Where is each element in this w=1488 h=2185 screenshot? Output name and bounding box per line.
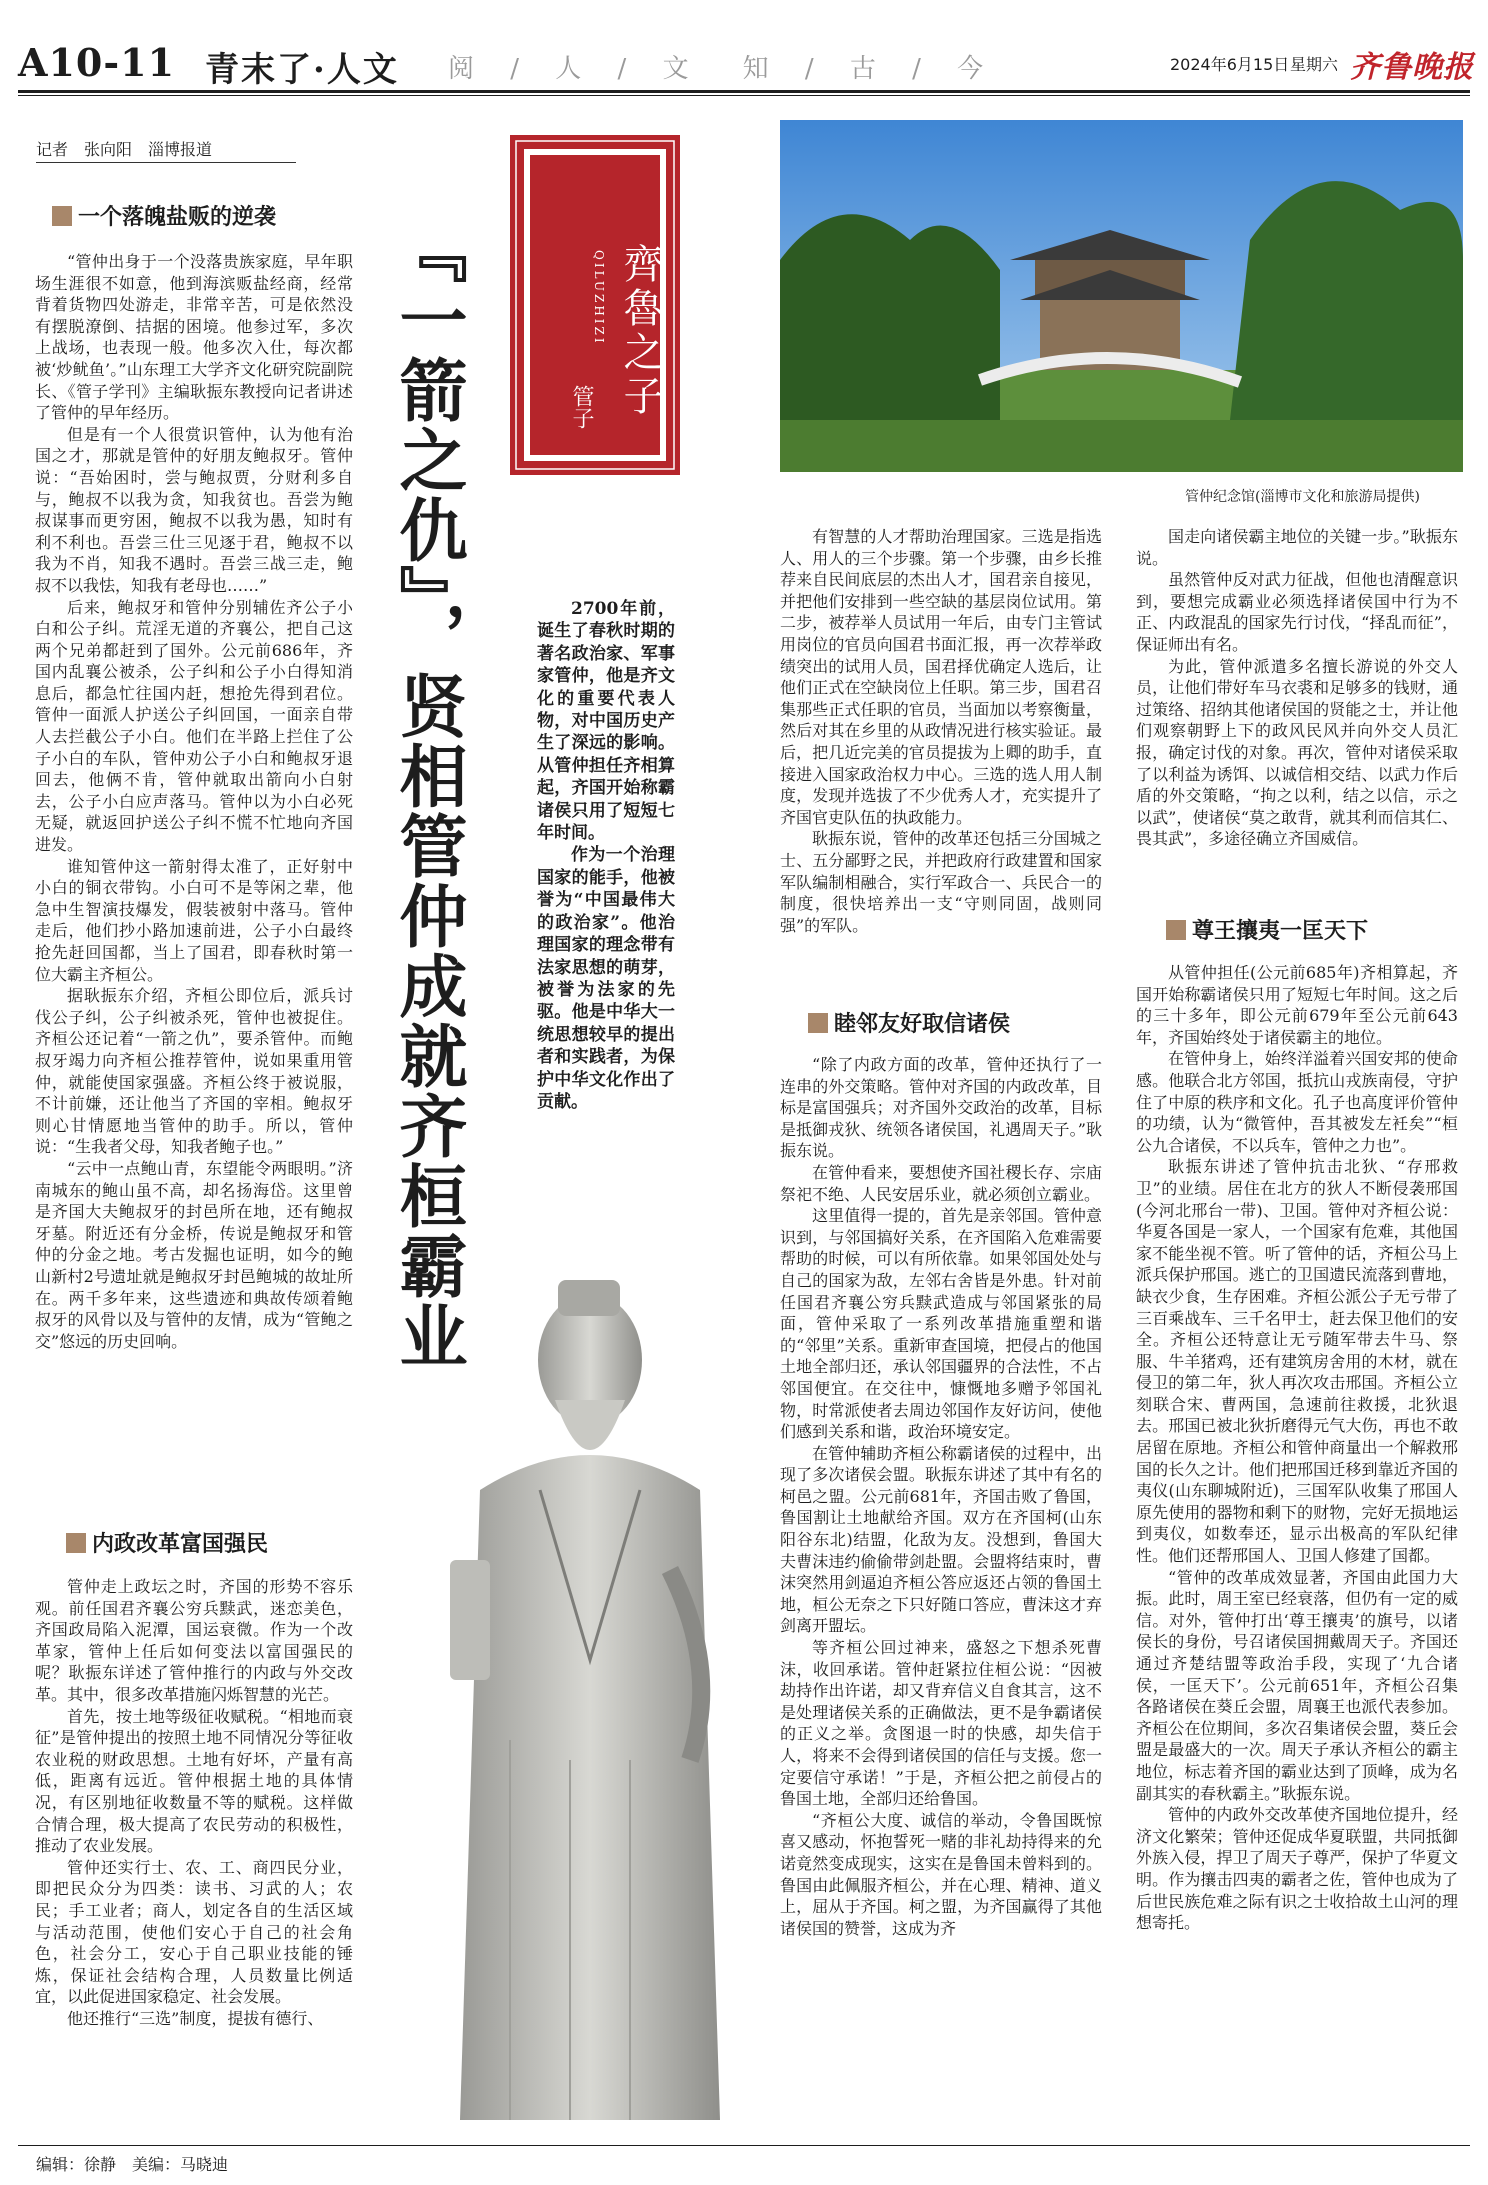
section-title: 青末了·人文 bbox=[205, 50, 399, 90]
square-bullet-icon bbox=[808, 1013, 828, 1033]
paragraph: 首先，按土地等级征收赋税。“相地而衰征”是管仲提出的按照土地不同情况分等征收农业税的财政思想。土地有好坏，产量有高低，距离有远近。管仲根据土地的具体情况，有区别地征收数量不等的赋税。这样做合情合理，极大提高了农民劳动的积极性，推动了农业发展。 bbox=[35, 1706, 353, 1856]
paragraph: 2700年前，诞生了春秋时期的著名政治家、军事家管仲，他是齐文化的重要代表人物，对中国历史产生了深远的影响。从管仲担任齐相算起，齐国开始称霸诸侯只用了短短七年时间。 bbox=[537, 599, 675, 844]
paragraph: 有智慧的人才帮助治理国家。三选是指选人、用人的三个步骤。第一个步骤，由乡长推荐来自民间底层的杰出人才，国君亲自接见，并把他们安排到一些空缺的基层岗位试用。第二步，被荐举人员试用一年后，由专门主管试用岗位的官员向国君书面汇报，再一次荐举政绩突出的试用人员，国君择优确定人选后，让他们正式在空缺岗位上任职。第三步，国君召集那些正式任职的官员，当面加以考察衡量，然后对其在乡里的从政情况进行核实验证。最后，把几近完美的官员提拔为上卿的助手，直接进入国家政治权力中心。三选的选人用人制度，发现并选拔了不少优秀人才，充实提升了齐国官吏队伍的执政能力。 bbox=[780, 527, 1102, 827]
paragraph: 管仲的内政外交改革使齐国地位提升，经济文化繁荣；管仲还促成华夏联盟，共同抵御外族入侵，捍卫了周天子尊严，保护了华夏文明。作为攘击四夷的霸者之佐，管仲也成为了后世民族危难之际有识之士收拾故土山河的理想寄托。 bbox=[1136, 1805, 1458, 1933]
paragraph: 耿振东说，管仲的改革还包括三分国城之士、五分鄙野之民，并把政府行政建置和国家军队编制相融合，实行军政合一、兵民合一的制度，很快培养出一支“守则同固，战则同强”的军队。 bbox=[780, 829, 1102, 935]
paragraph: 后来，鲍叔牙和管仲分别辅佐齐公子小白和公子纠。荒淫无道的齐襄公，把自己这两个兄弟都赶到了国外。公元前686年，齐国内乱襄公被杀，公子纠和公子小白得知消息后，都急忙往国内赶，想抢先得到君位。管仲一面派人护送公子纠回国，一面亲自带人去拦截公子小白。他们在半路上拦住了公子小白的车队，管仲劝公子小白和鲍叔牙退回去，他俩不肯，管仲就取出箭向小白射去，公子小白应声落马。管仲以为小白必死无疑，就返回护送公子纠不慌不忙地向齐国进发。 bbox=[35, 597, 353, 855]
square-bullet-icon bbox=[52, 206, 72, 226]
paragraph: 在管仲辅助齐桓公称霸诸侯的过程中，出现了多次诸侯会盟。耿振东讲述了其中有名的柯邑之盟。公元前681年，齐国击败了鲁国，鲁国割让土地献给齐国。双方在齐国柯(山东阳谷东北)结盟，化敌为友。没想到，鲁国大夫曹沫违约偷偷带剑赴盟。会盟将结束时，曹沫突然用剑逼迫齐桓公答应返还占领的鲁国土地，桓公无奈之下只好随口答应，曹沫这才弃剑离开盟坛。 bbox=[780, 1443, 1102, 1636]
issue-date: 2024年6月15日 bbox=[1170, 55, 1290, 74]
paragraph: 从管仲担任(公元前685年)齐相算起，齐国开始称霸诸侯只用了短短七年时间。这之后的三十多年，即公元前679年至公元前643年，齐国始终处于诸侯霸主的地位。 bbox=[1136, 963, 1458, 1047]
subheading-respect-king: 尊王攘夷一匡天下 bbox=[1166, 917, 1368, 945]
header-rule-thin bbox=[18, 95, 1470, 96]
paragraph: 在管仲看来，要想使齐国社稷长存、宗庙祭祀不绝、人民安居乐业，就必须创立霸业。 bbox=[780, 1162, 1102, 1204]
paragraph: 等齐桓公回过神来，盛怒之下想杀死曹沫，收回承诺。管仲赶紧拉住桓公说：“因被劫持作出许诺，却又背弃信义自食其言，这不是处理诸侯关系的正确做法，更不是争霸诸侯的正义之举。贪图退一时的快感，却失信于人，将来不会得到诸侯国的信任与支援。您一定要信守承诺！”于是，齐桓公把之前侵占的鲁国土地，全部归还给鲁国。 bbox=[780, 1638, 1102, 1809]
subheading-domestic-reform: 内政改革富国强民 bbox=[66, 1530, 268, 1558]
square-bullet-icon bbox=[66, 1533, 86, 1553]
header-rule bbox=[18, 90, 1470, 93]
section-motto: 阅 / 人 / 文 知 / 古 / 今 bbox=[448, 54, 998, 84]
seal-title: 齊魯之子 bbox=[617, 243, 663, 419]
square-bullet-icon bbox=[1166, 920, 1186, 940]
column-3-part-1 bbox=[780, 526, 1102, 936]
subheading-neighbors: 睦邻友好取信诸侯 bbox=[808, 1010, 1010, 1038]
paragraph: 但是有一个人很赏识管仲，认为他有治国之才，那就是管仲的好朋友鲍叔牙。管仲说：“吾始困时，尝与鲍叔贾，分财利多自与，鲍叔不以我为贪，知我贫也。吾尝为鲍叔谋事而更穷困，鲍叔不以我为愚，知时有利不利也。吾尝三仕三见逐于君，鲍叔不以我为不肖，知我不遇时。吾尝三战三走，鲍叔不以我怯，知我有老母也……” bbox=[35, 424, 353, 595]
page-number: A10-11 bbox=[18, 40, 176, 85]
column-1-part-2 bbox=[35, 1576, 353, 2029]
seal-pinyin: QILUZHIZI bbox=[592, 250, 606, 346]
column-3-part-2 bbox=[780, 1054, 1102, 1939]
paragraph: 他还推行“三选”制度，提拔有德行、 bbox=[67, 2008, 324, 2028]
paragraph: 虽然管仲反对武力征战，但他也清醒意识到，要想完成霸业必须选择诸侯国中行为不正、内政混乱的国家先行讨伐，“择乱而征”，保证师出有名。 bbox=[1136, 570, 1458, 654]
paragraph: 耿振东讲述了管仲抗击北狄、“存邢救卫”的业绩。居住在北方的狄人不断侵袭邢国(今河北邢台一带)、卫国。管仲对齐桓公说：华夏各国是一家人，一个国家有危难，其他国家不能坐视不管。听了管仲的话，齐桓公马上派兵保护邢国。逃亡的卫国遗民流落到曹地，缺衣少食，生存困难。齐桓公派公子无亏带了三百乘战车、三千名甲士，赶去保卫他们的安全。齐桓公还特意让无亏随军带去牛马、祭服、牛羊猪鸡，还有建筑房舍用的木材，就在侵卫的第二年，狄人再次攻击邢国。齐桓公立刻联合宋、曹两国，急速前往救援，北狄退去。邢国已被北狄折磨得元气大伤，再也不敢居留在原地。齐桓公和管仲商量出一个解救邢国的长久之计。他们把邢国迁移到靠近齐国的夷仪(山东聊城附近)，三国军队收集了邢国人原先使用的器物和剩下的财物，完好无损地运到夷仪，如数奉还，显示出极高的军队纪律性。他们还帮邢国人、卫国人修建了国都。 bbox=[1136, 1157, 1458, 1566]
column-1-part-1 bbox=[35, 251, 353, 1352]
paragraph: “齐桓公大度、诚信的举动，令鲁国既惊喜又感动，怀抱誓死一赌的非礼劫持得来的允诺竟然变成现实，这实在是鲁国未曾料到的。鲁国由此佩服齐桓公，并在心理、精神、道义上，屈从于齐国。柯之盟，为齐国赢得了其他诸侯国的赞誉，这成为齐 bbox=[780, 1810, 1102, 1938]
column-4-part-2 bbox=[1136, 962, 1458, 1934]
paragraph: 在管仲身上，始终洋溢着兴国安邦的使命感。他联合北方邻国，抵抗山戎族南侵，守护住了中原的秩序和文化。孔子也高度评价管仲的功绩，认为“微管仲，吾其被发左衽矣”“桓公九合诸侯，不以兵车，管仲之力也”。 bbox=[1136, 1049, 1458, 1155]
paragraph: 这里值得一提的，首先是亲邻国。管仲意识到，与邻国搞好关系，在齐国陷入危难需要帮助的时候，可以有所依靠。如果邻国处处与自己的国家为敌，左邻右舍皆是外患。针对前任国君齐襄公穷兵黩武造成与邻国紧张的局面，管仲采取了一系列改革措施重塑和谐的“邻里”关系。重新审查国境，把侵占的他国土地全部归还，承认邻国疆界的合法性，不占邻国便宜。在交往中，慷慨地多赠予邻国礼物，时常派使者去周边邻国作友好访问，使他们感到关系和谐，政治环境安定。 bbox=[780, 1206, 1102, 1442]
footer-rule bbox=[18, 2145, 1470, 2146]
headline: 『一箭之仇』，贤相管仲成就齐桓霸业 bbox=[388, 215, 468, 1371]
paragraph: 据耿振东介绍，齐桓公即位后，派兵讨伐公子纠，公子纠被杀死，管仲也被捉住。齐桓公还记着“一箭之仇”，要杀管仲。而鲍叔牙竭力向齐桓公推荐管仲，说如果重用管仲，就能使国家强盛。齐桓公终于被说服，不计前嫌，还让他当了齐国的宰相。鲍叔牙则心甘情愿地当管仲的助手。所以，管仲说：“生我者父母，知我者鲍子也。” bbox=[35, 986, 353, 1157]
paragraph: 国走向诸侯霸主地位的关键一步。”耿振东说。 bbox=[1136, 527, 1458, 568]
subheading-salt-seller: 一个落魄盐贩的逆袭 bbox=[52, 203, 276, 231]
intro-text bbox=[537, 598, 675, 1113]
editor-credit: 编辑：徐静 美编：马晓迪 bbox=[36, 2155, 229, 2174]
photo-caption: 管仲纪念馆(淄博市文化和旅游局提供) bbox=[1185, 489, 1420, 505]
paragraph: 作为一个治理国家的能手，他被誉为“中国最伟大的政治家”。他治理国家的理念带有法家思想的萌芽，被誉为法家的先驱。他是中华大一统思想较早的提出者和实践者，为保护中华文化作出了贡献。 bbox=[537, 845, 675, 1112]
paragraph: “管仲出身于一个没落贵族家庭，早年职场生涯很不如意，他到海滨贩盐经商，经常背着货物四处游走，非常辛苦，可是依然没有摆脱潦倒、拮据的困境。他参过军，多次上战场，也表现一般。他多次入仕，每次都被‘炒鱿鱼’。”山东理工大学齐文化研究院副院长、《管子学刊》主编耿振东教授向记者讲述了管仲的早年经历。 bbox=[35, 252, 353, 423]
issue-weekday: 星期六 bbox=[1290, 55, 1339, 74]
paragraph: 管仲还实行士、农、工、商四民分业，即把民众分为四类：读书、习武的人；农民；手工业者；商人，划定各自的生活区域与活动范围，使他们安心于自己的社会角色，社会分工，安心于自己职业技能的锤炼，保证社会结构合理，人员数量比例适宜，以此促进国家稳定、社会发展。 bbox=[35, 1857, 353, 2007]
column-4-part-1 bbox=[1136, 526, 1458, 850]
paragraph: “云中一点鲍山青，东望能令两眼明。”济南城东的鲍山虽不高，却名扬海岱。这里曾是齐国大夫鲍叔牙的封邑所在地，还有鲍叔牙墓。附近还有分金桥，传说是鲍叔牙和管仲的分金之地。考古发掘也证明，如今的鲍山新村2号遗址就是鲍叔牙封邑鲍城的故址所在。两千多年来，这些遗迹和典故传颂着鲍叔牙的风骨以及与管仲的友情，成为“管鲍之交”悠远的历史回响。 bbox=[35, 1158, 353, 1351]
guan-zhong-statue-icon bbox=[420, 1240, 750, 2130]
paragraph: “管仲的改革成效显著，齐国由此国力大振。此时，周王室已经衰落，但仍有一定的威信。对外，管仲打出‘尊王攘夷’的旗号，以诸侯长的身份，号召诸侯国拥戴周天子。齐国还通过齐楚结盟等政治手段，实现了‘九合诸侯，一匡天下’。公元前651年，齐桓公召集各路诸侯在葵丘会盟，周襄王也派代表参加。齐桓公在位期间，多次召集诸侯会盟，葵丘会盟是最盛大的一次。周天子承认齐桓公的霸主地位，标志着齐国的霸业达到了顶峰，成为名副其实的春秋霸主。”耿振东说。 bbox=[1136, 1567, 1458, 1803]
paragraph: “除了内政方面的改革，管仲还执行了一连串的外交策略。管仲对齐国的内政改革，目标是富国强兵；对齐国外交政治的改革，目标是抵御戎狄、统领各诸侯国，礼遇周天子。”耿振东说。 bbox=[780, 1055, 1102, 1161]
byline: 记者 张向阳 淄博报道 bbox=[36, 137, 296, 163]
paragraph: 谁知管仲这一箭射得太准了，正好射中小白的铜衣带钩。小白可不是等闲之辈，他急中生智演技爆发，假装被射中落马。管仲走后，他们抄小路加速前进，公子小白最终抢先赶回国都，当上了国君，即春秋时第一位大霸主齐桓公。 bbox=[35, 856, 353, 984]
memorial-hall-photo bbox=[780, 120, 1463, 472]
newspaper-logo: 齐鲁晚报 bbox=[1350, 50, 1474, 85]
paragraph: 为此，管仲派遣多名擅长游说的外交人员，让他们带好车马衣裘和足够多的钱财，通过策络、招纳其他诸侯国的贤能之士，并让他们观察朝野上下的政风民风并向外交人员汇报，确定讨伐的对象。再次，管仲对诸侯采取了以利益为诱饵、以诚信相交结、以武力作后盾的外交策略，“拘之以利，结之以信，示之以武”，使诸侯“莫之敢背，就其利而信其仁、畏其武”，多途径确立齐国威信。 bbox=[1136, 656, 1458, 849]
seal-name: 管子 bbox=[569, 385, 594, 429]
paragraph: 管仲走上政坛之时，齐国的形势不容乐观。前任国君齐襄公穷兵黩武，迷恋美色，齐国政局陷入泥潭，国运衰微。作为一个改革家，管仲上任后如何变法以富国强民的呢？耿振东详述了管仲推行的内政与外交改革。其中，很多改革措施闪烁智慧的光芒。 bbox=[35, 1577, 353, 1704]
